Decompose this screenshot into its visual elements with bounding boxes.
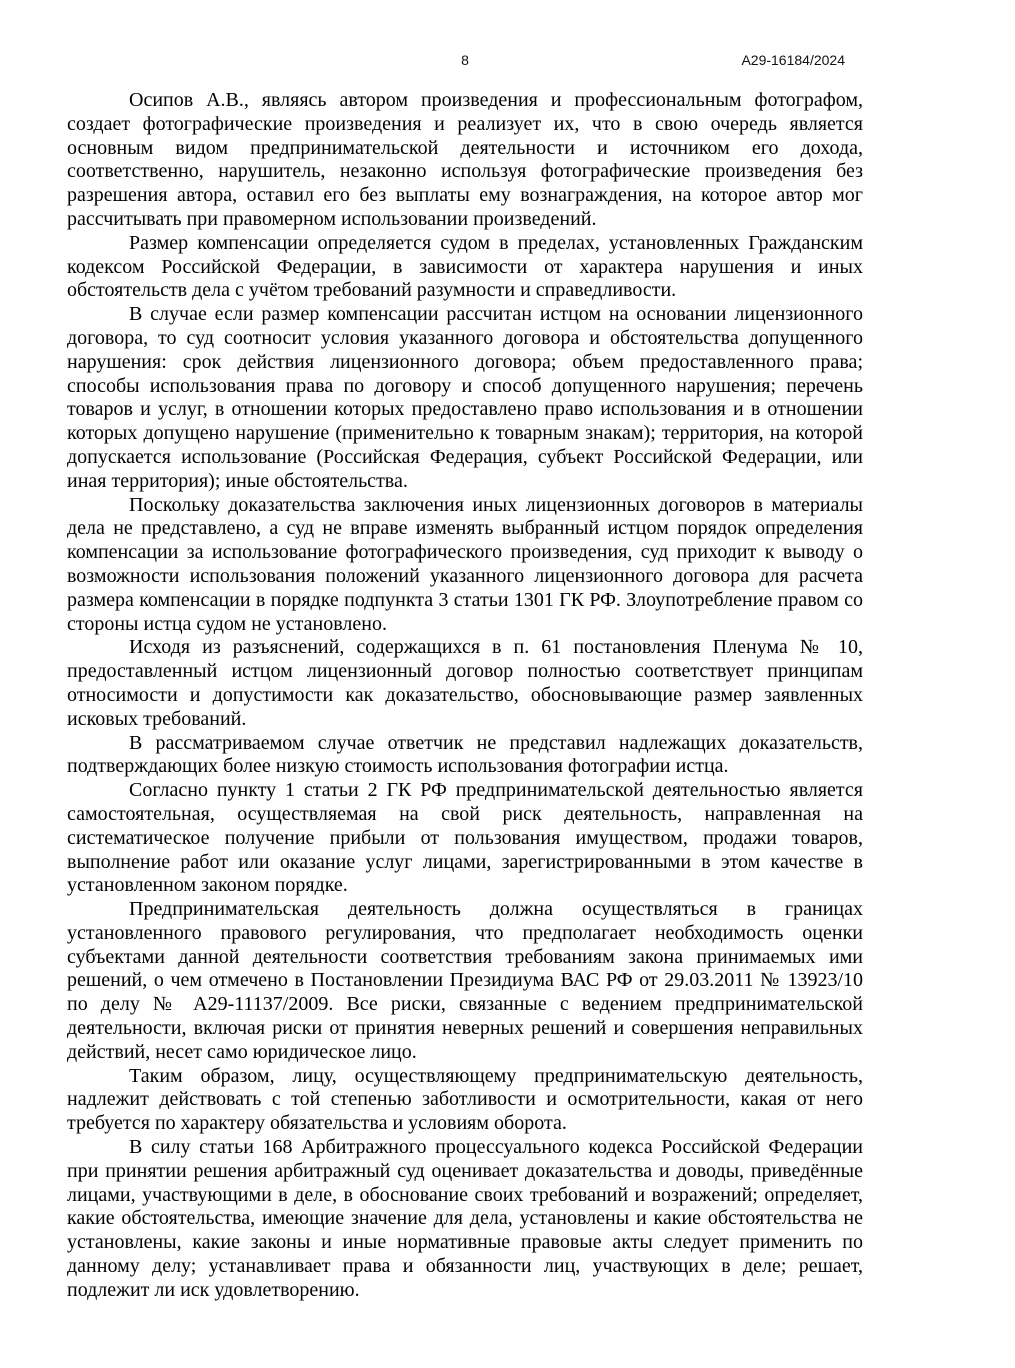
paragraph: В силу статьи 168 Арбитражного процессуального кодекса Российской Федерации при принятии решения арбитражный суд оценивает доказательства и доводы, приведённые лицами, участвующими в деле, в обоснование своих требований и возражений; определяет, какие обстоятельства, имеющие значение для дела, установлены и какие обстоятельства не установлены, какие законы и иные нормативные правовые акты следует применить по данному делу; устанавливает права и обязанности лиц, участвующих в деле; решает, подлежит ли иск удовлетворению.	[67, 1136, 863, 1301]
paragraph: В рассматриваемом случае ответчик не представил надлежащих доказательств, подтверждающих более низкую стоимость использования фотографии истца.	[67, 731, 863, 778]
paragraph: Исходя из разъяснений, содержащихся в п. 61 постановления Пленума № 10, предоставленный истцом лицензионный договор полностью соответствует принципам относимости и допустимости как доказательство, обосновывающие размер заявленных исковых требований.	[67, 636, 863, 730]
paragraph: Размер компенсации определяется судом в пределах, установленных Гражданским кодексом Российской Федерации, в зависимости от характера нарушения и иных обстоятельств дела с учётом требований разумности и справедливости.	[67, 231, 863, 302]
case-number: А29-16184/2024	[741, 52, 845, 68]
paragraph: Предпринимательская деятельность должна осуществляться в границах установленного правового регулирования, что предполагает необходимость оценки субъектами данной деятельности соответствия требованиям закона принимаемых ими решений, о чем отмечено в Постановлении Президиума ВАС РФ от 29.03.2011 № 13923/10 по делу № А29-11137/2009. Все риски, связанные с ведением предпринимательской деятельности, включая риски от принятия неверных решений и совершения неправильных действий, несет само юридическое лицо.	[67, 898, 863, 1063]
paragraph: Таким образом, лицу, осуществляющему предпринимательскую деятельность, надлежит действовать с той степенью заботливости и осмотрительности, какая от него требуется по характеру обязательства и условиям оборота.	[67, 1064, 863, 1135]
page-number: 8	[461, 52, 469, 68]
document-body	[67, 89, 863, 1303]
paragraph: Осипов А.В., являясь автором произведения и профессиональным фотографом, создает фотографические произведения и реализует их, что в свою очередь является основным видом предпринимательской деятельности и источником его дохода, соответственно, нарушитель, незаконно используя фотографические произведения без разрешения автора, оставил его без выплаты ему вознаграждения, на которое автор мог рассчитывать при правомерном использовании произведений.	[67, 89, 863, 230]
paragraph: Согласно пункту 1 статьи 2 ГК РФ предпринимательской деятельностью является самостоятельная, осуществляемая на свой риск деятельность, направленная на систематическое получение прибыли от пользования имуществом, продажи товаров, выполнение работ или оказание услуг лицами, зарегистрированными в этом качестве в установленном законом порядке.	[67, 779, 863, 897]
page-header	[67, 52, 863, 70]
paragraph: В случае если размер компенсации рассчитан истцом на основании лицензионного договора, то суд соотносит условия указанного договора и обстоятельства допущенного нарушения: срок действия лицензионного договора; объем предоставленного права; способы использования права по договору и способ допущенного нарушения; перечень товаров и услуг, в отношении которых предоставлено право использования и в отношении которых допущено нарушение (применительно к товарным знакам); территория, на которой допускается использование (Российская Федерация, субъект Российской Федерации, или иная территория); иные обстоятельства.	[67, 303, 863, 492]
paragraph: Поскольку доказательства заключения иных лицензионных договоров в материалы дела не представлено, а суд не вправе изменять выбранный истцом порядок определения компенсации за использование фотографического произведения, суд приходит к выводу о возможности использования положений указанного лицензионного договора для расчета размера компенсации в порядке подпункта 3 статьи 1301 ГК РФ. Злоупотребление правом со стороны истца судом не установлено.	[67, 493, 863, 635]
